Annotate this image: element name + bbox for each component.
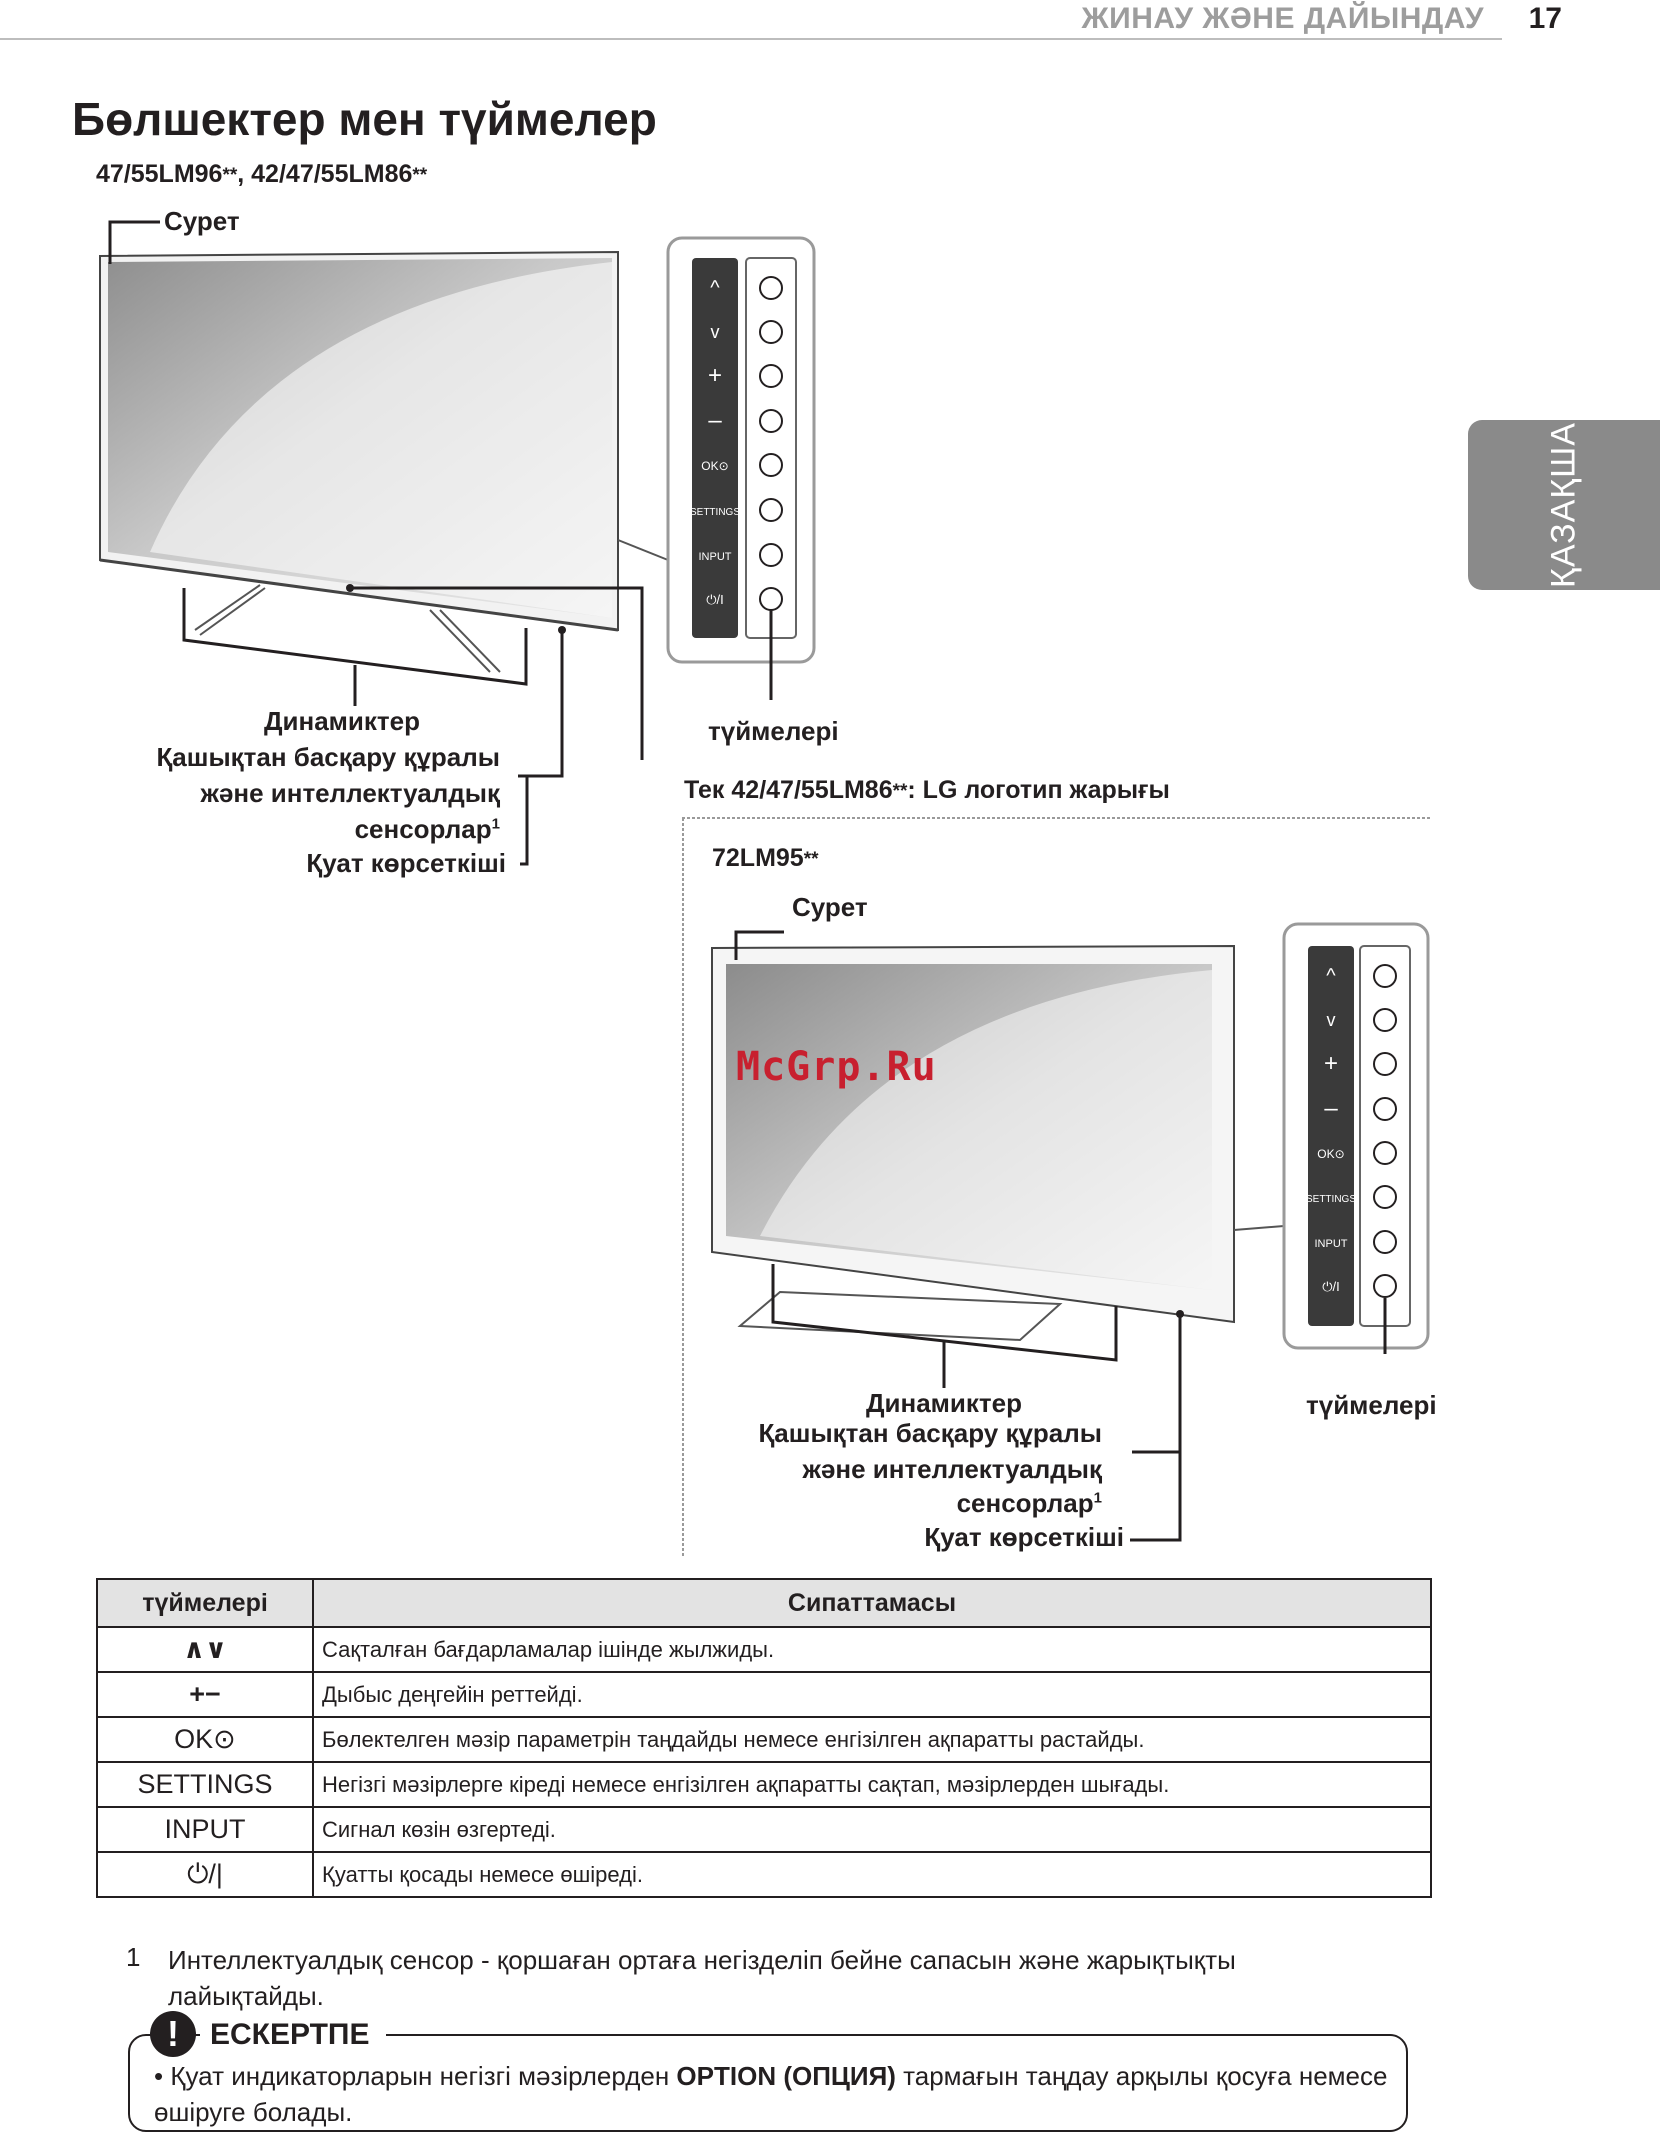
note-text: [154, 2058, 1394, 2130]
sensor-label-a-1: Қашықтан басқару құралы: [156, 742, 500, 772]
panel-b-minus: –: [1324, 1095, 1338, 1122]
panel-a-ok: OK⊙: [701, 459, 729, 473]
panel-b-plus: +: [1323, 1050, 1339, 1077]
lg-logo-note: [684, 776, 1170, 805]
power-label-a: Қуат көрсеткіші: [306, 848, 506, 878]
footnote-number: 1: [126, 1942, 141, 1972]
speakers-label-a: Динамиктер: [264, 706, 420, 736]
panel-b-ok: OK⊙: [1317, 1147, 1345, 1161]
note-title: ЕСКЕРТПЕ: [200, 2018, 386, 2052]
model-heading-b: [712, 844, 819, 873]
footnote-ref-b: 1: [1093, 1489, 1102, 1507]
sensor-label-b-1: Қашықтан басқару құралы: [758, 1418, 1102, 1448]
note-text-after: тармағын таңдау арқылы қосуға немесе өшіруге болады.: [154, 2061, 1388, 2127]
button-panel-a: [668, 238, 814, 700]
sensor-label-b-3: [957, 1488, 1102, 1519]
panel-a-plus: +: [707, 362, 723, 389]
panel-a-up: ^: [710, 277, 720, 299]
table-cell-desc: Сақталған бағдарламалар ішінде жылжиды.: [313, 1627, 1431, 1672]
note-option-term: OPTION (ОПЦИЯ): [676, 2061, 896, 2091]
table-cell-button: +−: [97, 1672, 313, 1717]
table-row: [97, 1627, 1431, 1672]
model-a-name-2: , 42/47/55LM86: [237, 160, 413, 188]
watermark: McGrp.Ru: [736, 1044, 937, 1090]
panel-a-input: INPUT: [698, 551, 732, 563]
footnote-ref-a: 1: [491, 815, 500, 833]
panel-a-down: v: [710, 322, 720, 342]
table-row: [97, 1852, 1431, 1897]
running-header-title: ЖИНАУ ЖӘНЕ ДАЙЫНДАУ: [1081, 2, 1484, 35]
sensor-label-a-3-text: сенсорлар: [354, 814, 492, 844]
table-row: [97, 1807, 1431, 1852]
table-cell-desc: Негізгі мәзірлерге кіреді немесе енгізілген ақпаратты сақтап, мәзірлерден шығады.: [313, 1762, 1431, 1807]
table-row: [97, 1717, 1431, 1762]
table-header-buttons: түймелері: [97, 1579, 313, 1627]
sensor-label-b-2: және интеллектуалдық: [802, 1454, 1102, 1484]
table-cell-button: ∧∨: [97, 1627, 313, 1672]
table-cell-button: INPUT: [97, 1807, 313, 1852]
panel-a-power: ⏻/I: [706, 592, 724, 607]
sensor-label-a-2: және интеллектуалдық: [200, 778, 500, 808]
panel-a-minus: –: [708, 407, 722, 434]
footnote-text: Интеллектуалдық сенсор - қоршаған ортаға негізделіп бейне сапасын және жарықтықты лайықтайды.: [168, 1945, 1236, 2011]
table-row: [97, 1672, 1431, 1717]
model-a-name: 47/55LM96: [96, 160, 223, 188]
sensor-label-a-3: [355, 814, 500, 845]
table-cell-button: ⏻/|: [97, 1852, 313, 1897]
model-a-stars-2: **: [412, 165, 428, 186]
language-tab-label: ҚАЗАҚША: [1544, 422, 1583, 588]
panel-b-up: ^: [1326, 965, 1336, 987]
table-header-row: [97, 1579, 1431, 1627]
table-cell-desc: Қуатты қосады немесе өшіреді.: [313, 1852, 1431, 1897]
panel-b-down: v: [1326, 1010, 1336, 1030]
screen-label-b: Сурет: [792, 892, 868, 922]
page-number: 17: [1528, 2, 1562, 35]
table-cell-desc: Сигнал көзін өзгертеді.: [313, 1807, 1431, 1852]
table-cell-button: OK⊙: [97, 1717, 313, 1762]
table-row: [97, 1762, 1431, 1807]
buttons-table: [96, 1578, 1432, 1898]
lg-note-models: Тек 42/47/55LM86: [684, 776, 893, 804]
lg-note-stars: **: [892, 781, 908, 802]
note-bullet: •: [154, 2061, 164, 2091]
sensor-label-b-3-text: сенсорлар: [956, 1488, 1094, 1518]
screen-label-a: Сурет: [164, 206, 240, 236]
table-header-description: Сипаттамасы: [313, 1579, 1431, 1627]
model-b-name: 72LM95: [712, 844, 804, 872]
table-cell-button: SETTINGS: [97, 1762, 313, 1807]
model-a-stars: **: [222, 165, 238, 186]
note-text-before: Қуат индикаторларын негізгі мәзірлерден: [163, 2061, 677, 2091]
buttons-label-a: түймелері: [708, 716, 839, 746]
table-cell-desc: Дыбыс деңгейін реттейді.: [313, 1672, 1431, 1717]
panel-b-power: ⏻/I: [1322, 1279, 1340, 1294]
speakers-label-b: Динамиктер: [866, 1388, 1022, 1418]
page-title: Бөлшектер мен түймелер: [72, 93, 657, 145]
table-cell-desc: Бөлектелген мәзір параметрін таңдайды немесе енгізілген ақпаратты растайды.: [313, 1717, 1431, 1762]
panel-b-settings: SETTINGS: [1305, 1194, 1357, 1205]
buttons-label-b: түймелері: [1306, 1390, 1437, 1420]
button-panel-b: [1284, 924, 1428, 1354]
model-b-stars: **: [803, 849, 819, 870]
panel-a-settings: SETTINGS: [689, 507, 741, 518]
panel-b-input: INPUT: [1314, 1238, 1348, 1250]
power-label-b: Қуат көрсеткіші: [924, 1522, 1124, 1552]
exclamation-icon: !: [150, 2011, 196, 2057]
lg-note-text: : LG логотип жарығы: [907, 776, 1170, 804]
